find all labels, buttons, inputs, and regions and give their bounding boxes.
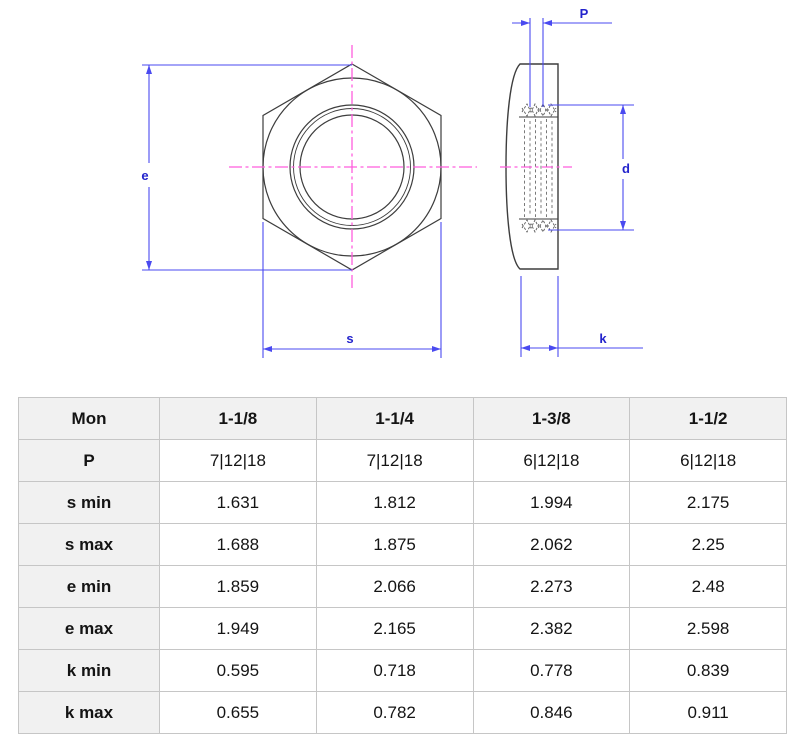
table-row (19, 692, 787, 734)
dim-label-e: e (141, 168, 149, 183)
table-cell: 1.875 (316, 524, 473, 566)
row-label: s min (19, 482, 160, 524)
table-row (19, 650, 787, 692)
arrowhead (146, 261, 152, 270)
row-label: e min (19, 566, 160, 608)
arrowhead (521, 20, 530, 26)
dim-label-s: s (346, 331, 354, 346)
arrowhead (620, 221, 626, 230)
table-row (19, 566, 787, 608)
table-cell: 0.782 (316, 692, 473, 734)
table-cell: 1.631 (160, 482, 317, 524)
row-label: P (19, 440, 160, 482)
table-cell: 1.688 (160, 524, 317, 566)
table-cell: 1.812 (316, 482, 473, 524)
row-label: k min (19, 650, 160, 692)
table-row (19, 482, 787, 524)
table-cell: 1.949 (160, 608, 317, 650)
column-header: 1-1/8 (160, 398, 317, 440)
table-cell: 2.382 (473, 608, 630, 650)
row-label: s max (19, 524, 160, 566)
table-row (19, 608, 787, 650)
arrowhead (432, 346, 441, 352)
table-cell: 6|12|18 (630, 440, 787, 482)
table-cell: 2.062 (473, 524, 630, 566)
table-cell: 6|12|18 (473, 440, 630, 482)
arrowhead (543, 20, 552, 26)
table-cell: 0.655 (160, 692, 317, 734)
table-cell: 2.25 (630, 524, 787, 566)
arrowhead (263, 346, 272, 352)
thread-texture (525, 119, 553, 217)
dim-label-d: d (622, 161, 630, 176)
table-header-row (19, 398, 787, 440)
dimension-k (521, 276, 643, 357)
front-centerlines (229, 45, 477, 289)
table-cell: 0.846 (473, 692, 630, 734)
table-cell: 1.859 (160, 566, 317, 608)
dim-label-p: P (579, 6, 589, 21)
table-cell: 0.911 (630, 692, 787, 734)
dimension-p (512, 18, 612, 107)
thread-zigzag-top (522, 104, 556, 116)
table-cell: 2.598 (630, 608, 787, 650)
table-cell: 0.718 (316, 650, 473, 692)
arrowhead (620, 105, 626, 114)
column-header: 1-1/2 (630, 398, 787, 440)
dim-label-k: k (599, 331, 607, 346)
table-row (19, 524, 787, 566)
column-header: 1-1/4 (316, 398, 473, 440)
row-label: k max (19, 692, 160, 734)
arrowhead (521, 345, 530, 351)
corner-header: Mon (19, 398, 160, 440)
table-cell: 7|12|18 (160, 440, 317, 482)
table-cell: 2.175 (630, 482, 787, 524)
arrowhead (549, 345, 558, 351)
table-cell: 0.839 (630, 650, 787, 692)
nut-dimensions-table (18, 397, 787, 734)
column-header: 1-3/8 (473, 398, 630, 440)
table-cell: 2.066 (316, 566, 473, 608)
table-cell: 7|12|18 (316, 440, 473, 482)
spec-table (18, 397, 787, 734)
table-cell: 2.273 (473, 566, 630, 608)
table-cell: 0.778 (473, 650, 630, 692)
table-cell: 2.165 (316, 608, 473, 650)
table-row (19, 440, 787, 482)
table-cell: 2.48 (630, 566, 787, 608)
row-label: e max (19, 608, 160, 650)
table-cell: 1.994 (473, 482, 630, 524)
table-cell: 0.595 (160, 650, 317, 692)
arrowhead (146, 65, 152, 74)
